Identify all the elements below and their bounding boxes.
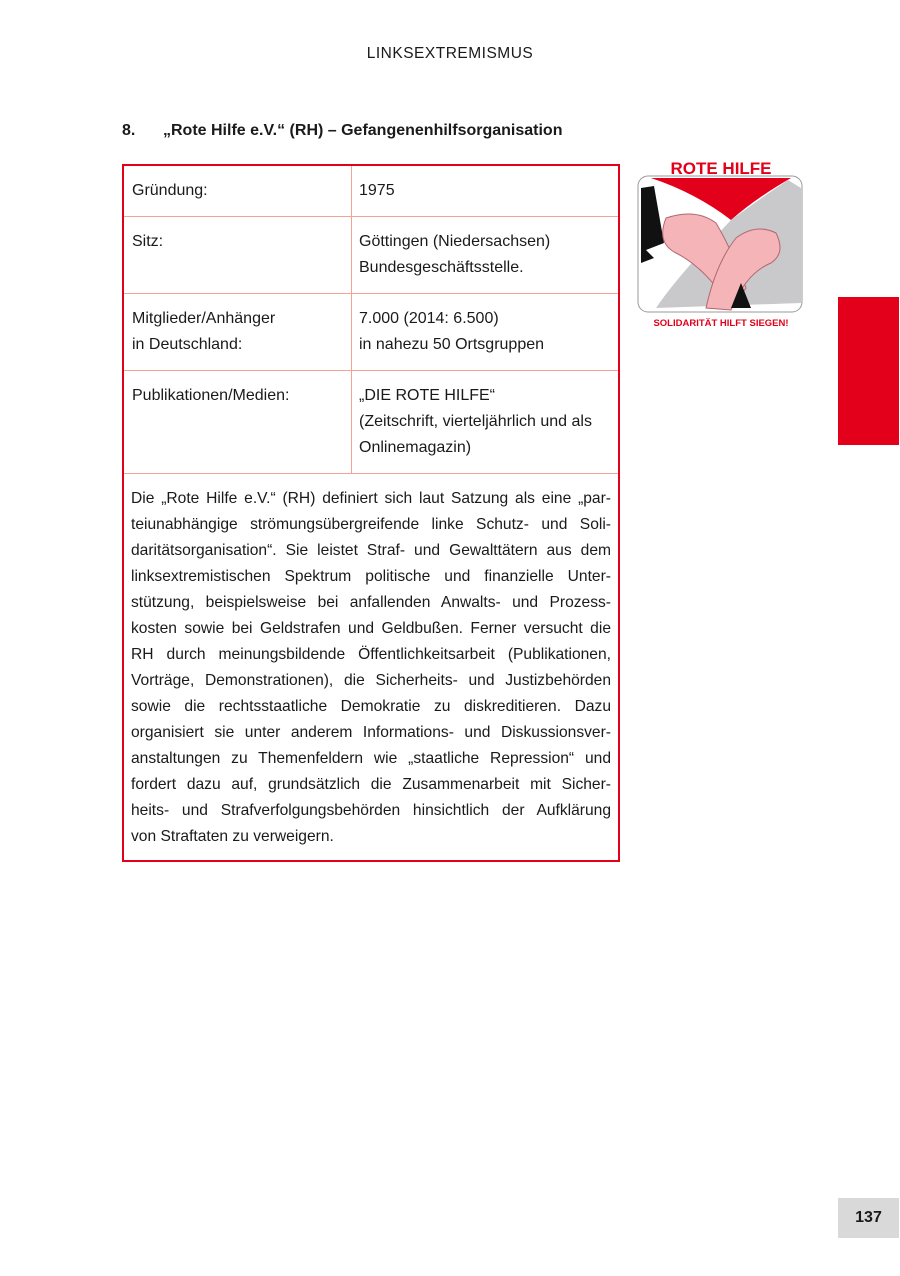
- fact-key: [124, 294, 352, 370]
- logo-bottom-text: SOLIDARITÄT HILFT SIEGEN!: [653, 318, 789, 329]
- fact-value-line: in nahezu 50 Ortsgruppen: [359, 336, 545, 353]
- fact-value: [352, 294, 618, 370]
- fact-key: [124, 166, 352, 216]
- fact-value-line: Bundesgeschäftsstelle.: [359, 259, 524, 276]
- description: [124, 474, 618, 860]
- fact-key: [124, 217, 352, 293]
- fact-value-line: „DIE ROTE HILFE“: [359, 387, 496, 404]
- fact-key-line: Mitglieder/Anhänger: [132, 310, 276, 327]
- section-title: [122, 122, 562, 140]
- fact-row: [124, 294, 618, 371]
- chapter-tab: [838, 297, 899, 445]
- rote-hilfe-logo: [636, 158, 806, 333]
- description-line: RH durch meinungsbildende Öffentlichkeitsarbeit (Publikationen,: [131, 646, 611, 663]
- description-line: fordert dazu auf, grundsätzlich die Zusammenarbeit mit Sicher-: [131, 776, 611, 793]
- description-line: daritätsorganisation“. Sie leistet Straf- und Gewalttätern aus dem: [131, 542, 611, 559]
- fact-value-line: 1975: [359, 182, 395, 199]
- description-line: kosten sowie bei Geldstrafen und Geldbußen. Ferner versucht die: [131, 620, 611, 637]
- fact-key: [124, 371, 352, 473]
- fact-key-line: Publikationen/Medien:: [132, 387, 290, 404]
- fact-value: [352, 217, 618, 293]
- description-line: stützung, beispielsweise bei anfallenden Anwalts- und Prozess-: [131, 594, 611, 611]
- fact-key-line: Sitz:: [132, 233, 164, 250]
- description-line: teiunabhängige strömungsübergreifende linke Schutz- und Soli-: [131, 516, 611, 533]
- section-number: 8.: [122, 122, 136, 139]
- fact-row: [124, 166, 618, 217]
- fact-row: [124, 371, 618, 474]
- description-line: Die „Rote Hilfe e.V.“ (RH) definiert sich laut Satzung als eine „par-: [131, 490, 611, 507]
- fact-key-line: in Deutschland:: [132, 336, 243, 353]
- description-line: organisiert sie unter anderem Informations- und Diskussionsver-: [131, 724, 611, 741]
- fact-value-line: Göttingen (Niedersachsen): [359, 233, 551, 250]
- logo-top-text: ROTE HILFE: [670, 159, 772, 178]
- page-number: 137: [838, 1198, 899, 1238]
- description-line: sowie die rechtsstaatliche Demokratie zu diskreditieren. Dazu: [131, 698, 611, 715]
- description-line: linksextremistischen Spektrum politische und finanzielle Unter-: [131, 568, 611, 585]
- fact-box: [122, 164, 620, 862]
- fact-value: [352, 166, 618, 216]
- running-head: LINKSEXTREMISMUS: [366, 45, 534, 62]
- description-line: Vorträge, Demonstrationen), die Sicherheits- und Justizbehörden: [131, 672, 611, 689]
- description-line: von Straftaten zu verweigern.: [131, 828, 334, 845]
- fact-value-line: Onlinemagazin): [359, 439, 472, 456]
- fact-value-line: (Zeitschrift, vierteljährlich und als: [359, 413, 592, 430]
- description-line: heits- und Strafverfolgungsbehörden hinsichtlich der Aufklärung: [131, 802, 611, 819]
- section-title-text: „Rote Hilfe e.V.“ (RH) – Gefangenenhilfsorganisation: [163, 122, 563, 139]
- fact-value-line: 7.000 (2014: 6.500): [359, 310, 499, 327]
- description-line: anstaltungen zu Themenfeldern wie „staatliche Repression“ und: [131, 750, 611, 767]
- fact-key-line: Gründung:: [132, 182, 208, 199]
- fact-value: [352, 371, 618, 473]
- fact-row: [124, 217, 618, 294]
